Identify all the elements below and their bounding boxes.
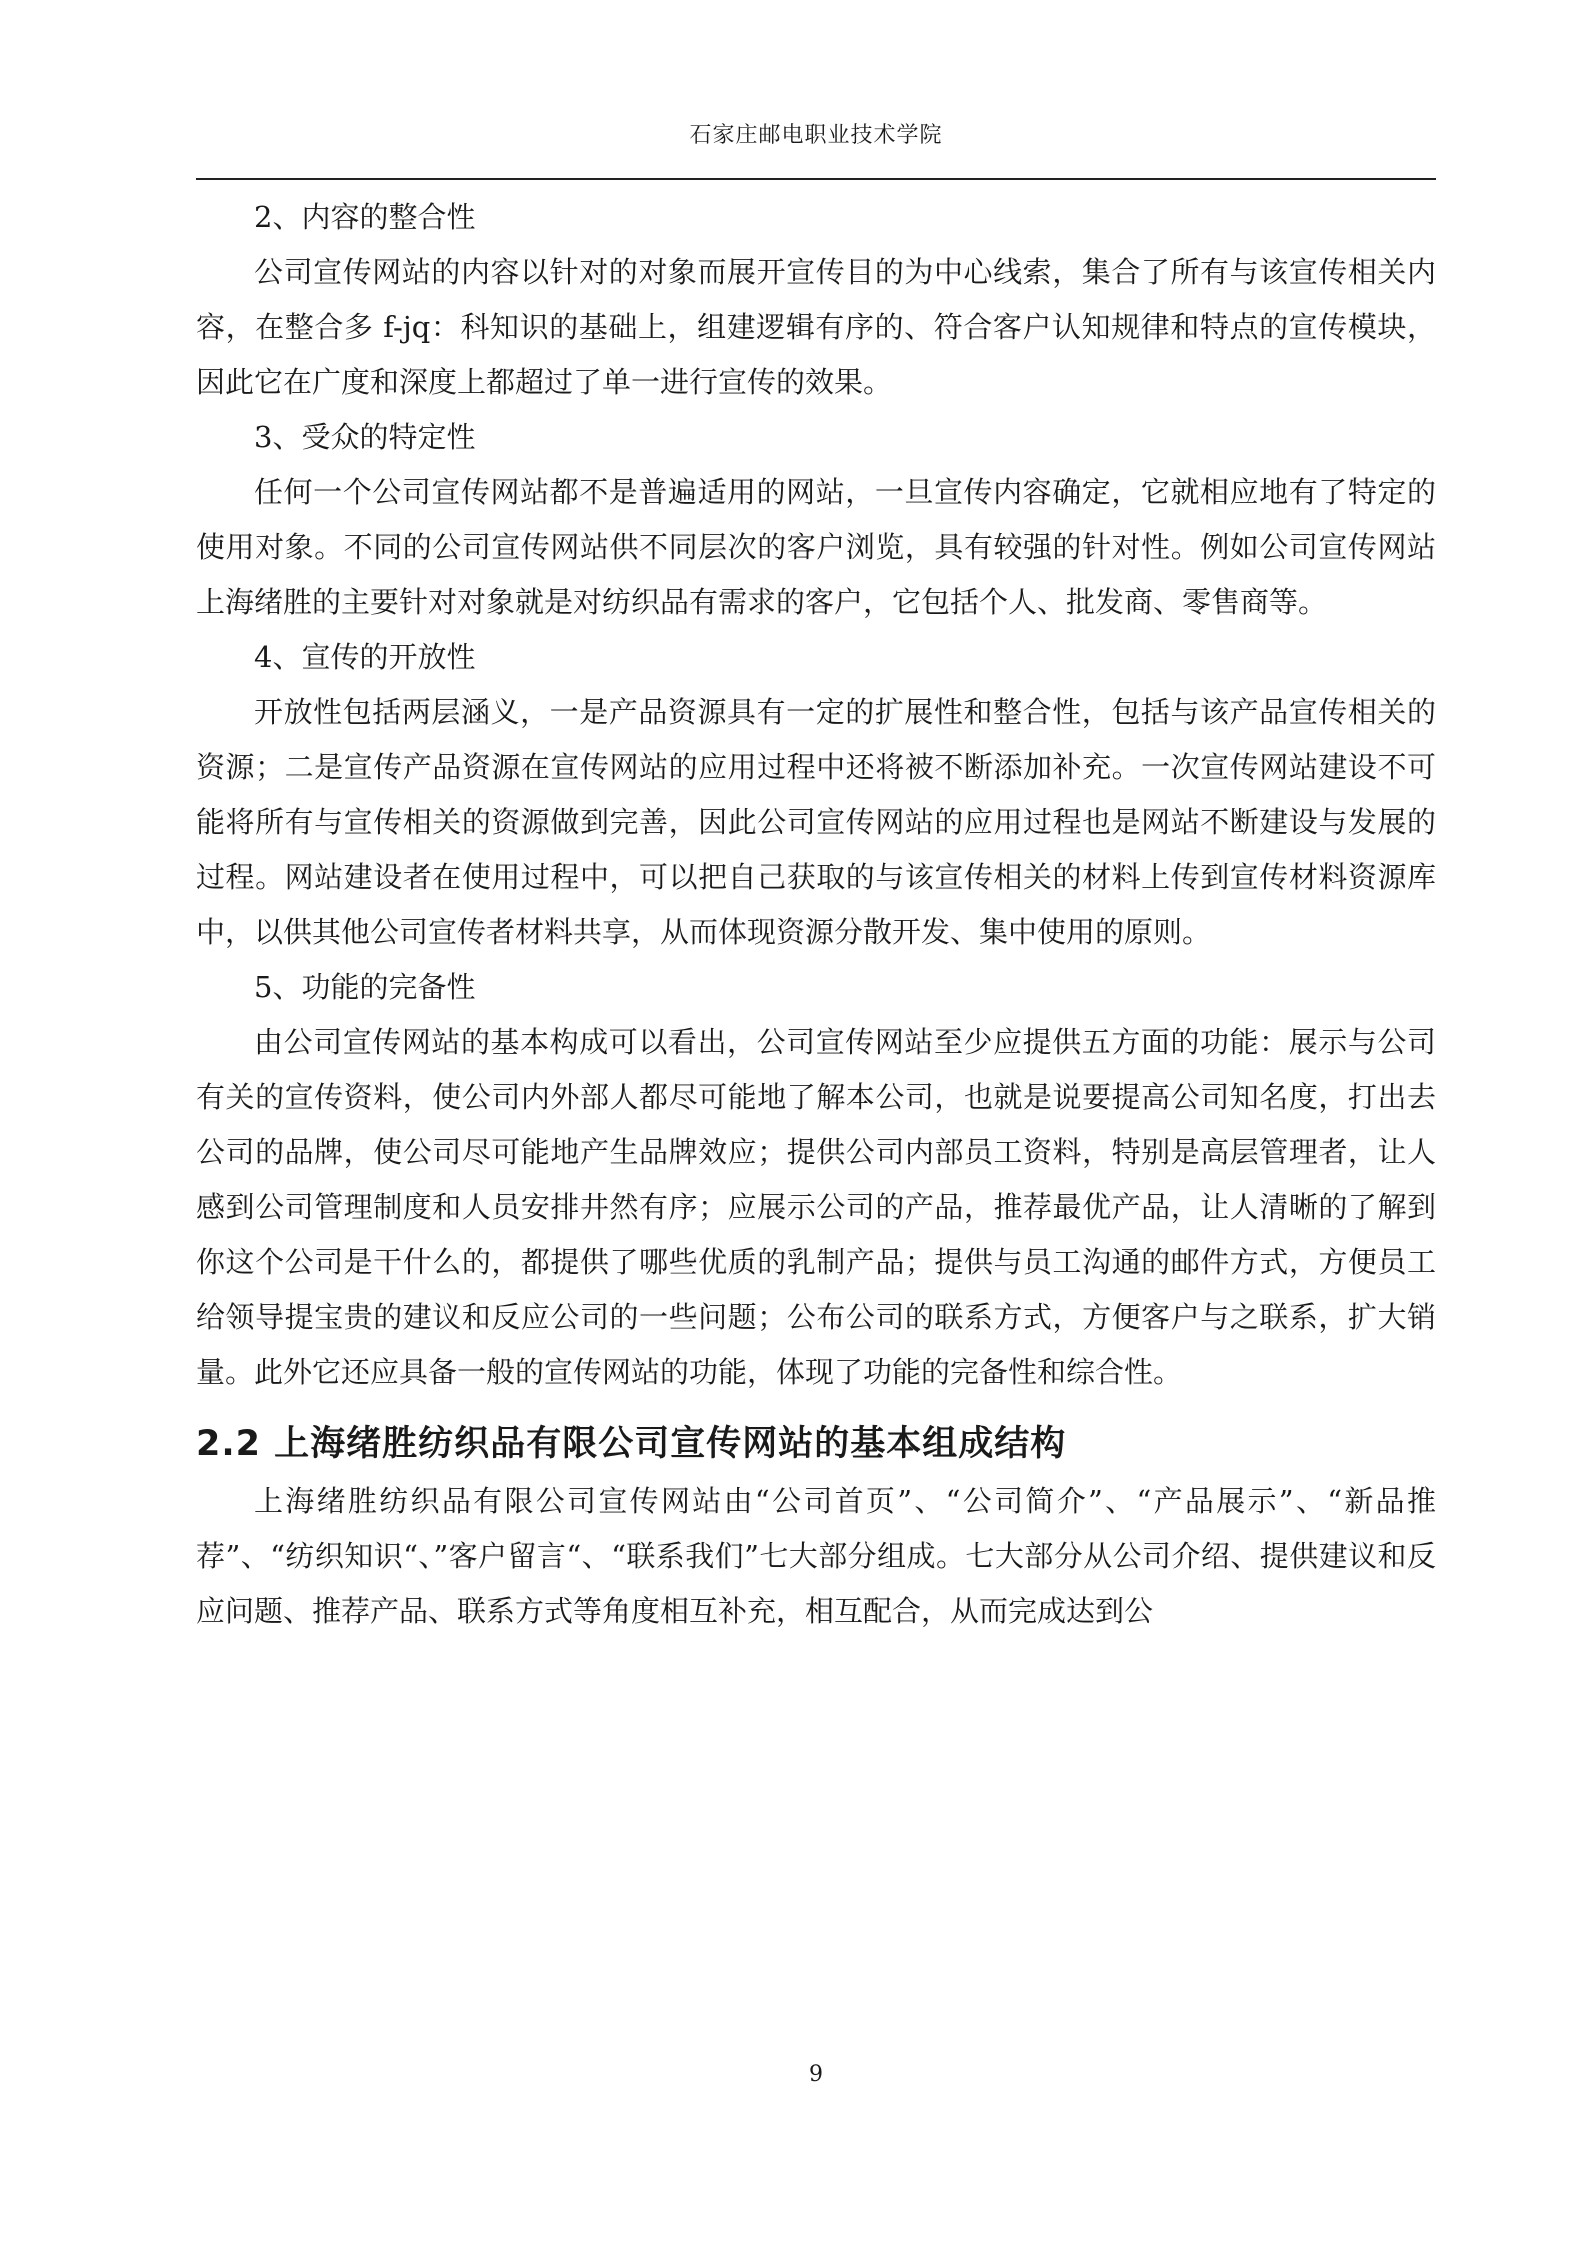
document-body bbox=[196, 190, 1436, 1639]
section-2-2-heading: 2.2 上海绪胜纺织品有限公司宣传网站的基本组成结构 bbox=[196, 1424, 1067, 1464]
section-2-title: 2、内容的整合性 bbox=[254, 200, 476, 234]
section-4-body: 开放性包括两层涵义，一是产品资源具有一定的扩展性和整合性，包括与该产品宣传相关的资源；二是宣传产品资源在宣传网站的应用过程中还将被不断添加补充。一次宣传网站建设不可能将所有与宣传相关的资源做到完善，因此公司宣传网站的应用过程也是网站不断建设与发展的过程。网站建设者在使用过程中，可以把自己获取的与该宣传相关的材料上传到宣传材料资源库中，以供其他公司宣传者材料共享，从而体现资源分散开发、集中使用的原则。 bbox=[196, 695, 1436, 949]
section-4-title: 4、宣传的开放性 bbox=[254, 640, 476, 674]
page-header: 石家庄邮电职业技术学院 bbox=[689, 123, 943, 148]
header-divider bbox=[196, 178, 1436, 180]
section-3-title: 3、受众的特定性 bbox=[254, 420, 476, 454]
section-2-2-body: 上海绪胜纺织品有限公司宣传网站由“公司首页”、“公司简介”、“产品展示”、“新品推荐”、“纺织知识“、”客户留言“、“联系我们”七大部分组成。七大部分从公司介绍、提供建议和反应问题、推荐产品、联系方式等角度相互补充，相互配合，从而完成达到公 bbox=[196, 1484, 1436, 1628]
section-5-body: 由公司宣传网站的基本构成可以看出，公司宣传网站至少应提供五方面的功能：展示与公司有关的宣传资料，使公司内外部人都尽可能地了解本公司，也就是说要提高公司知名度，打出去公司的品牌，使公司尽可能地产生品牌效应；提供公司内部员工资料，特别是高层管理者，让人感到公司管理制度和人员安排井然有序；应展示公司的产品，推荐最优产品，让人清晰的了解到你这个公司是干什么的，都提供了哪些优质的乳制产品；提供与员工沟通的邮件方式，方便员工给领导提宝贵的建议和反应公司的一些问题；公布公司的联系方式，方便客户与之联系，扩大销量。此外它还应具备一般的宣传网站的功能，体现了功能的完备性和综合性。 bbox=[196, 1025, 1436, 1389]
section-2-body: 公司宣传网站的内容以针对的对象而展开宣传目的为中心线索，集合了所有与该宣传相关内容，在整合多 f-jq：科知识的基础上，组建逻辑有序的、符合客户认知规律和特点的宣传模块，因此它在广度和深度上都超过了单一进行宣传的效果。 bbox=[196, 255, 1436, 399]
section-5-title: 5、功能的完备性 bbox=[254, 970, 476, 1004]
section-3-body: 任何一个公司宣传网站都不是普遍适用的网站，一旦宣传内容确定，它就相应地有了特定的使用对象。不同的公司宣传网站供不同层次的客户浏览，具有较强的针对性。例如公司宣传网站上海绪胜的主要针对对象就是对纺织品有需求的客户，它包括个人、批发商、零售商等。 bbox=[196, 475, 1436, 619]
page-number: 9 bbox=[809, 2062, 823, 2087]
